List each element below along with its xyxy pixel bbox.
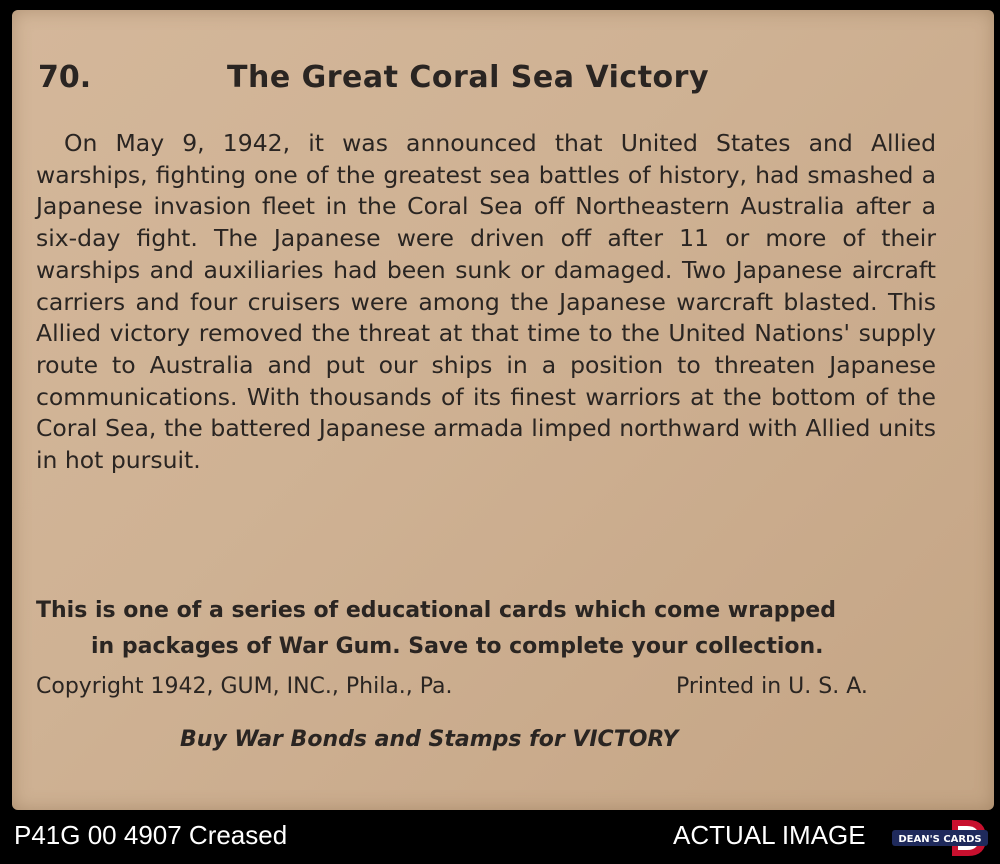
card-number: 70. xyxy=(38,60,92,95)
card-id-caption: P41G 00 4907 Creased xyxy=(14,820,288,850)
copyright-text: Copyright 1942, GUM, INC., Phila., Pa. xyxy=(36,674,453,699)
war-bonds-slogan: Buy War Bonds and Stamps for VICTORY xyxy=(180,727,679,752)
series-note-line2: in packages of War Gum. Save to complete your collection. xyxy=(91,634,824,659)
series-note-line1: This is one of a series of educational cards which come wrapped xyxy=(36,598,836,623)
svg-text:DEAN'S CARDS: DEAN'S CARDS xyxy=(898,834,982,845)
card-body-text: On May 9, 1942, it was announced that United States and Allied warships, fighting one of the greatest sea battles of history, had smashed a Japanese invasion fleet in the Coral Sea off Northeastern Australia after a six-day fight. The Japanese were driven off after 11 or more of their warships and auxiliaries had been sunk or damaged. Two Japanese aircraft carriers and four cruisers were among the Japanese warcraft blasted. This Allied victory removed the threat at that time to the United Nations' supply route to Australia and put our ships in a position to threaten Japanese communications. With thousands of its finest warriors at the bottom of the Coral Sea, the battered Japanese armada limped northward with Allied units in hot pursuit. xyxy=(36,129,936,475)
printed-in-text: Printed in U. S. A. xyxy=(676,674,868,699)
series-note xyxy=(36,593,936,665)
deans-cards-logo-icon xyxy=(890,818,990,858)
card-title: The Great Coral Sea Victory xyxy=(227,60,710,95)
trading-card-back xyxy=(12,10,994,810)
actual-image-caption: ACTUAL IMAGE xyxy=(673,820,866,850)
